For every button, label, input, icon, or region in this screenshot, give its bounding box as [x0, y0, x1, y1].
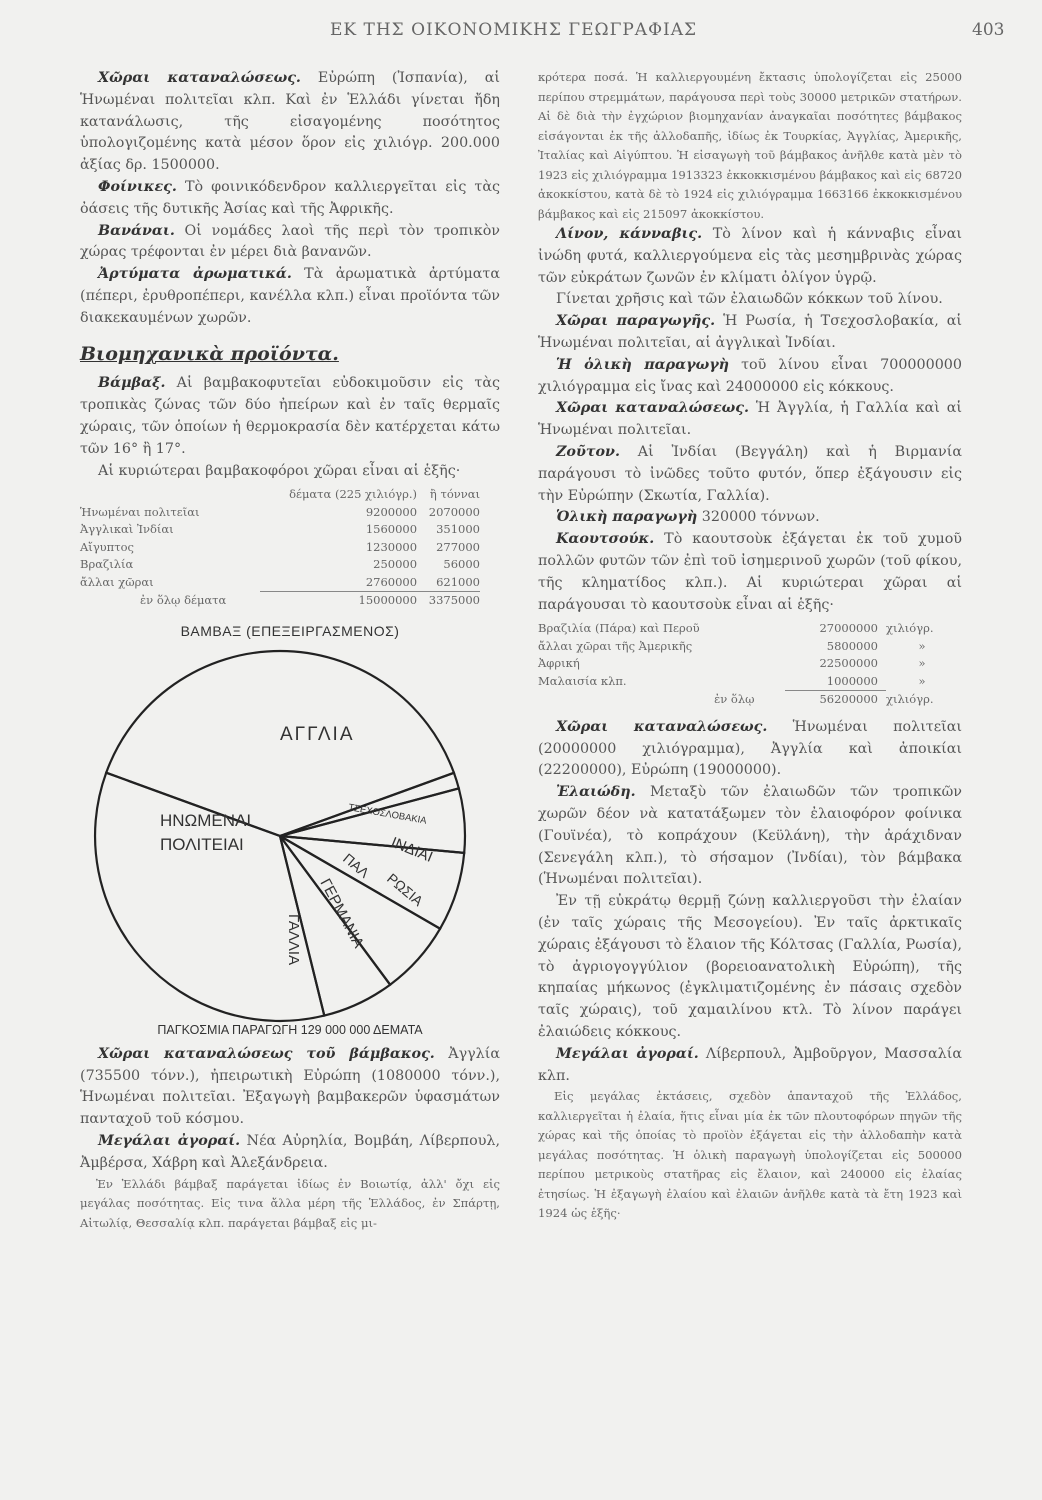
chart-title: ΒΑΜΒΑΞ (ΕΠΕΞΕΙΡΓΑΣΜΕΝΟΣ)	[180, 622, 400, 639]
paragraph-text: Ἡ Ρωσία, ἡ Τσεχοσλοβακία, αἱ Ἡνωμέναι πολιτεῖαι, αἱ ἀγγλικαὶ Ἰνδίαι.	[538, 313, 962, 351]
paragraph-title: Καουτσούκ.	[556, 531, 655, 548]
paragraph-text: Ἡ Ἀγγλία, ἡ Γαλλία καὶ αἱ Ἡνωμέναι πολιτεῖαι.	[538, 400, 962, 439]
table-total-row	[538, 691, 958, 709]
cotton-table-header-bales: δέματα (225 χιλιόγρ.)	[289, 487, 418, 502]
table-cell-bales: 2760000	[365, 574, 418, 589]
paragraph-rubber	[538, 529, 962, 616]
slice-label-germany: ΓΕΡΜΑΝΙΑ	[316, 875, 368, 951]
running-head: ΕΚ ΤΗΣ ΟΙΚΟΝΟΜΙΚΗΣ ΓΕΩΓΡΑΦΙΑΣ	[330, 20, 698, 40]
slice-label-pal: ΠΑΛ	[340, 849, 373, 881]
slice-label-india: ΙΝΔΙΑΙ	[388, 833, 436, 866]
table-row	[538, 673, 958, 691]
pie-slice-1	[280, 773, 459, 836]
paragraph-olive: Ἐν τῇ εὐκράτῳ θερμῇ ζώνῃ καλλιεργοῦσι τὴν ἐλαίαν (ἐν ταῖς χώραις τῆς Μεσογείου). Ἐν ταῖς ἀρκτικαῖς χώραις ἐξάγουσι τὸ ἔλαιον τῆς Κόλτσας (Γαλλία, Ρωσία), τὸ ἀγριογογγύλιον (βορειοανατολικὴ Εὐρώπη), τῆς κηπαίας μήκωνος (ἐγκλιματιζομένης ἐν πάσαις σχεδὸν ταῖς χώραις), τοῦ χαμαιλίνου κτλ. Τὸ λίνον παράγει ἐλαιώδεις κόκκους.	[538, 893, 962, 1040]
table-row	[80, 556, 480, 574]
paragraph-text: Ἀγγλία (735500 τόνν.), ἠπειρωτικὴ Εὐρώπη (1080000 τόνν.), Ἡνωμέναι πολιτεῖαι. Ἐξαγωγὴ βαμβακερῶν ὑφασμάτων πανταχοῦ τοῦ κόσμου.	[80, 1045, 500, 1128]
slice-label-us-line1: ΗΝΩΜΕΝΑΙ	[160, 810, 252, 830]
table-cell-country: Ἡνωμέναι πολιτεῖαι	[80, 504, 200, 519]
note-greek-cotton: Ἐν Ἑλλάδι βάμβαξ παράγεται ἰδίως ἐν Βοιωτίᾳ, ἀλλ' ὄχι εἰς μεγάλας ποσότητας. Εἰς τινα ἄλλα μέρη τῆς Ἑλλάδος, ἐν Σπάρτῃ, Αἰτωλίᾳ, Θεσσαλίᾳ κλπ. παράγεται βάμβαξ εἰς μι-	[80, 1176, 500, 1230]
paragraph-text: Ἡνωμέναι πολιτεῖαι (20000000 χιλιόγραμμα), Ἀγγλία καὶ ἀποικίαι (22200000), Εὐρώπη (19000000).	[538, 718, 962, 779]
paragraph-oils	[538, 782, 962, 891]
paragraph-cotton-consumption	[80, 1044, 500, 1131]
table-cell-tons: 2070000	[428, 504, 480, 519]
paragraph-title: Βάμβαξ.	[98, 375, 166, 392]
pie-slices	[95, 651, 465, 1021]
table-cell-value: 1000000	[826, 673, 878, 688]
paragraph-title: Χῶραι καταναλώσεως.	[556, 718, 768, 735]
table-cell-value: 5800000	[826, 638, 878, 653]
table-cell-bales: 9200000	[365, 504, 418, 519]
table-row	[538, 655, 958, 673]
paragraph-text: Αἱ βαμβακοφυτεῖαι εὐδοκιμοῦσιν εἰς τὰς τροπικὰς ζώνας τῶν δύο ἠπείρων καὶ ἐν ταῖς θερμαῖς χώραις, τῶν ὁποίων ἡ θερμοκρασία δὲν κατέρχεται κάτω τῶν 16° ἢ 17°.	[80, 375, 500, 457]
paragraph-text: Οἱ νομάδες λαοὶ τῆς περὶ τὸν τροπικὸν χώρας τρέφονται ἐν μέρει διὰ βανανῶν.	[80, 222, 500, 261]
table-row	[538, 620, 958, 638]
cotton-table-header-tons: ἢ τόνναι	[429, 487, 480, 502]
paragraph-flax	[538, 224, 962, 289]
pie-slice-6	[95, 773, 324, 1021]
paragraph-cotton-countries: Αἱ κυριώτεραι βαμβακοφόροι χῶραι εἶναι αἱ ἑξῆς·	[98, 462, 461, 479]
table-total-label: ἐν ὅλῳ δέματα	[140, 593, 227, 608]
paragraph-flax-producers	[538, 311, 962, 355]
paragraph-dates	[80, 177, 500, 221]
page-header	[0, 20, 1042, 50]
paragraph-consumption	[80, 68, 500, 177]
paragraph-title: Ἡ ὁλικὴ παραγωγὴ	[556, 356, 730, 373]
paragraph-title: Φοίνικες.	[98, 178, 177, 195]
table-cell-country: ἄλλαι χῶραι τῆς Ἀμερικῆς	[538, 638, 693, 653]
table-cell-tons: 621000	[436, 574, 480, 589]
paragraph-text: Μεταξὺ τῶν ἐλαιωδῶν τῶν τροπικῶν χωρῶν δέον νὰ κατατάξωμεν τὸν ἐλαιοφόρον φοίνικα (Γουϊνέα), τὸ κοπράχουν (Κεϋλάνη), τὴν ἀράχιδναν (Σενεγάλη κλπ.), τὸ σήσαμον (Ἰνδίαι), τὸν βάμβακα (Ἡνωμέναι πολιτεῖαι).	[538, 784, 962, 888]
slice-label-czechoslovakia: ΤΣΕΧΟΣΛΟΒΑΚΙΑ	[347, 801, 428, 827]
paragraph-rubber-consumption	[538, 717, 962, 782]
paragraph-title: Ἀρτύματα ἀρωματικά.	[98, 266, 292, 283]
paragraph-text: Τὸ φοινικόδενδρον καλλιεργεῖται εἰς τὰς ὀάσεις τῆς δυτικῆς Ἀσίας καὶ τῆς Ἀφρικῆς.	[80, 178, 500, 217]
paragraph-flax-consumption	[538, 398, 962, 442]
cotton-table	[80, 486, 480, 610]
table-total-value: 56200000	[785, 691, 886, 709]
table-cell-unit: χιλιόγρ.	[886, 621, 934, 636]
table-cell-country: Μαλαισία κλπ.	[538, 674, 627, 689]
paragraph-text: Εὐρώπη (Ἰσπανία), αἱ Ἡνωμέναι πολιτεῖαι κλπ. Καὶ ἐν Ἑλλάδι γίνεται ἤδη κατανάλωσις, τῆς εἰσαγομένης ποσότητος ὑπολογιζομένης κατὰ μέσον ὅρον εἰς χιλιόγρ. 200.000 ἀξίας δρ. 1500000.	[80, 70, 500, 174]
rubber-table	[538, 620, 958, 709]
paragraph-title: Λίνον, κάνναβις.	[556, 226, 703, 242]
paragraph-text: Τὸ λίνον καὶ ἡ κάνναβις εἶναι ἰνώδη φυτά, καλλιεργούμενα εἰς τὰς μεσημβρινὰς χώρας τῶν εὐκράτων ζωνῶν ἐν κλίματι ὀλίγον ὑγρῷ.	[538, 226, 962, 286]
paragraph-text: Νέα Αὐρηλία, Βομβάη, Λίβερπουλ, Ἀμβέρσα, Χάβρη καὶ Ἀλεξάνδρεια.	[80, 1133, 500, 1171]
left-column	[80, 68, 500, 1233]
table-row	[80, 521, 480, 539]
table-cell-bales: 1560000	[365, 522, 418, 537]
table-cell-unit: »	[918, 656, 926, 671]
table-total-label: ἐν ὅλῳ	[714, 692, 755, 707]
table-cell-unit: »	[918, 638, 926, 653]
paragraph-bananas	[80, 221, 500, 265]
table-cell-country: Αἴγυπτος	[80, 539, 134, 554]
pie-slice-3	[280, 833, 464, 929]
note-greek-olive: Εἰς μεγάλας ἐκτάσεις, σχεδὸν ἁπανταχοῦ τῆς Ἑλλάδος, καλλιεργεῖται ἡ ἐλαία, ἥτις εἶναι μία ἐκ τῶν πλουτοφόρων πηγῶν τῆς χώρας καὶ τῆς ὁποίας τὸ προϊὸν ἐξάγεται εἰς τὴν ἀλλοδαπὴν κατὰ μεγάλας ποσότητας. Ἡ ὁλικὴ παραγωγὴ ὑπολογίζεται εἰς 500000 περίπου μετρικοὺς στατῆρας εἰς ἔλαιον, καὶ 240000 εἰς ἐλαίας ἐτησίως. Ἡ ἐξαγωγὴ ἐλαίου καὶ ἐλαιῶν ἀνῆλθε κατὰ τὰ ἔτη 1923 καὶ 1924 ὡς ἑξῆς·	[538, 1089, 962, 1221]
paragraph-title: Χῶραι καταναλώσεως.	[556, 400, 749, 417]
paragraph-title: Ὁλικὴ παραγωγὴ	[556, 509, 698, 526]
table-cell-value: 22500000	[819, 656, 878, 671]
table-cell-country: Βραζιλία (Πάρα) καὶ Περοῦ	[538, 621, 700, 636]
table-total-bales: 15000000	[260, 592, 417, 610]
paragraph-spices	[80, 264, 500, 329]
table-row	[80, 539, 480, 557]
paragraph-text: Λίβερπουλ, Ἀμβοῦργον, Μασσαλία κλπ.	[538, 1045, 962, 1084]
paragraph-title: Βανάναι.	[98, 222, 175, 239]
paragraph-flax-seeds: Γίνεται χρῆσις καὶ τῶν ἐλαιωδῶν κόκκων τοῦ λίνου.	[556, 291, 943, 308]
paragraph-jute	[538, 442, 962, 507]
table-total-unit: χιλιόγρ.	[886, 692, 934, 707]
paragraph-text: Τὸ καουτσοὺκ ἐξάγεται ἐκ τοῦ χυμοῦ πολλῶν φυτῶν τῶν ἐπὶ τοῦ ἰσημερινοῦ χωρῶν (τοῦ φίκου, τῆς κληματίδος κλπ.). Αἱ κυριώτεραι χῶραι αἱ παράγουσαι τὸ καουτσοὺκ εἶναι αἱ ἑξῆς·	[538, 531, 962, 613]
slice-label-france: ΓΑΛΛΙΑ	[285, 913, 302, 965]
cotton-pie-figure	[80, 614, 500, 1044]
section-heading: Βιομηχανικὰ προϊόντα.	[80, 342, 339, 365]
table-cell-country: ἄλλαι χῶραι	[80, 575, 154, 590]
cotton-pie-chart	[80, 614, 500, 1044]
paragraph-text: Αἱ Ἰνδίαι (Βεγγάλη) καὶ ἡ Βιρμανία παράγουσι τὸ ἰνῶδες τοῦτο φυτόν, ὅπερ ἐξάγουσιν εἰς τὴν Εὐρώπην (Σκωτία, Γαλλία).	[538, 443, 962, 504]
paragraph-title: Χῶραι καταναλώσεως τοῦ βάμβακος.	[98, 1045, 435, 1062]
table-cell-country: Ἀφρική	[538, 656, 580, 671]
paragraph-title: Μεγάλαι ἀγοραί.	[556, 1045, 699, 1062]
paragraph-cotton	[80, 373, 500, 460]
pie-labels	[160, 724, 435, 965]
table-total-row	[80, 592, 480, 610]
table-total-tons: 3375000	[417, 592, 480, 610]
paragraph-title: Ζοῦτον.	[556, 443, 620, 460]
table-cell-country: Ἀγγλικαὶ Ἰνδίαι	[80, 522, 174, 537]
paragraph-text: τοῦ λίνου εἶναι 700000000 χιλιόγραμμα εἰς ἴνας καὶ 24000000 εἰς κόκκους.	[538, 356, 962, 395]
paragraph-oil-markets	[538, 1044, 962, 1088]
paragraph-title: Ἐλαιώδη.	[556, 784, 636, 801]
paragraph-title: Μεγάλαι ἀγοραί.	[98, 1133, 241, 1150]
table-cell-tons: 351000	[436, 522, 480, 537]
paragraph-flax-production	[538, 355, 962, 399]
chart-caption: ΠΑΓΚΟΣΜΙΑ ΠΑΡΑΓΩΓΗ 129 000 000 ΔΕΜΑΤΑ	[157, 1022, 423, 1037]
page-number: 403	[972, 20, 1005, 40]
slice-label-russia: ΡΩΣΙΑ	[384, 869, 427, 909]
table-cell-bales: 1230000	[365, 539, 418, 554]
note-continuation: κρότερα ποσά. Ἡ καλλιεργουμένη ἔκτασις ὑπολογίζεται εἰς 25000 περίπου στρεμμάτων, παράγουσα περὶ τοὺς 30000 μετρικῶν στατήρων. Αἱ δὲ διὰ τὴν ἐγχώριον βιομηχανίαν ἀναγκαῖαι ποσότητες βάμβακος εἰσάγονται ἐκ τῆς ἀλλοδαπῆς, ἰδίως ἐκ Τουρκίας, Ἀγγλίας, Ἀμερικῆς, Ἰταλίας καὶ Αἰγύπτου. Ἡ εἰσαγωγὴ τοῦ βάμβακος ἀνῆλθε κατὰ μὲν τὸ 1923 εἰς χιλιόγραμμα 1913323 ἐκκοκκισμένου βάμβακος καὶ εἰς 68720 ἀκοκκίστου, κατὰ δὲ τὸ 1924 εἰς χιλιόγραμμα 1663166 ἐκκοκκισμένου βάμβακος καὶ εἰς 215097 ἀκοκκίστου.	[538, 70, 962, 221]
table-cell-country: Βραζιλία	[80, 557, 134, 572]
table-row	[80, 574, 480, 592]
table-cell-tons: 277000	[436, 539, 480, 554]
slice-label-england: ΑΓΓΛΙΑ	[280, 723, 355, 745]
right-column	[538, 68, 962, 1224]
slice-label-us-line2: ΠΟΛΙΤΕΙΑΙ	[160, 834, 244, 854]
paragraph-text: Τὰ ἀρωματικὰ ἀρτύματα (πέπερι, ἐρυθροπέπερι, κανέλλα κλπ.) εἶναι προϊόντα τῶν διακεκαυμένων χωρῶν.	[80, 266, 500, 326]
paragraph-text: 320000 τόννων.	[697, 509, 820, 526]
table-cell-bales: 250000	[373, 557, 418, 572]
table-row	[538, 638, 958, 656]
paragraph-title: Χῶραι παραγωγῆς.	[556, 313, 716, 330]
table-cell-unit: »	[918, 674, 926, 689]
paragraph-cotton-markets	[80, 1131, 500, 1175]
table-cell-tons: 56000	[443, 557, 480, 572]
paragraph-jute-production	[538, 507, 962, 529]
paragraph-title: Χῶραι καταναλώσεως.	[98, 70, 301, 86]
table-row	[80, 504, 480, 522]
table-cell-value: 27000000	[819, 621, 878, 636]
pie-slice-2	[280, 788, 465, 853]
